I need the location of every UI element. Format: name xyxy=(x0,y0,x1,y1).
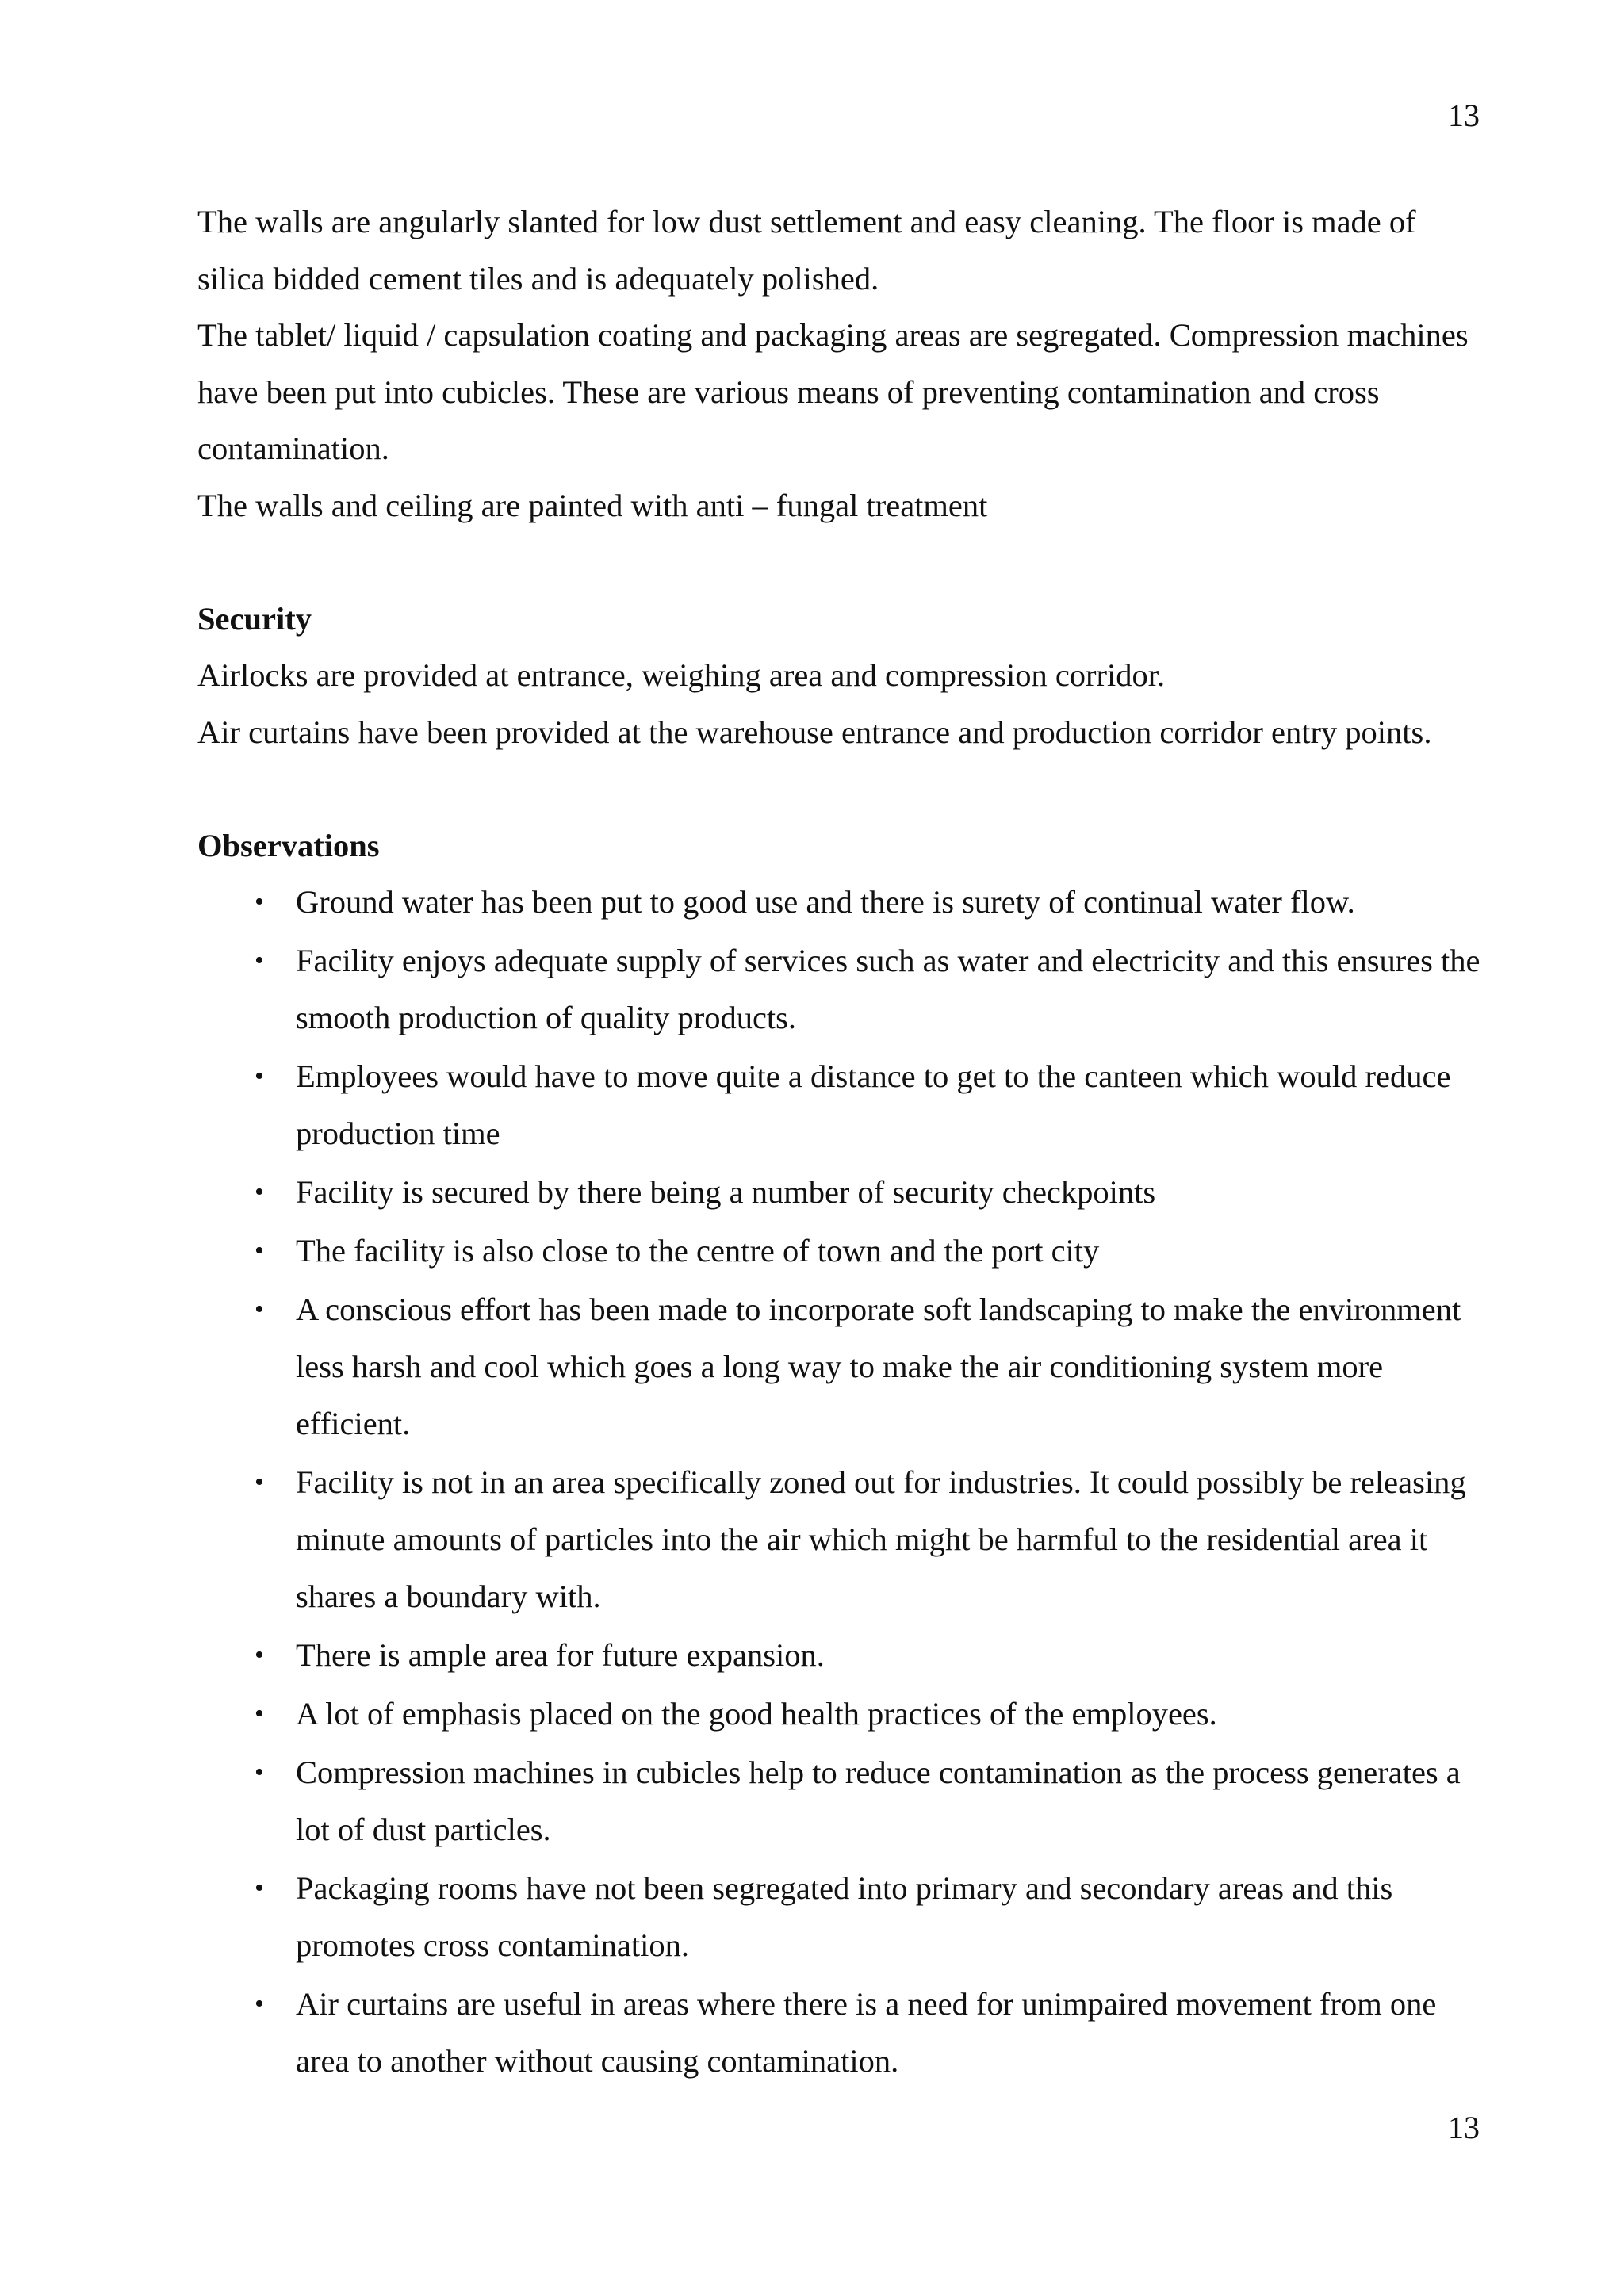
list-item xyxy=(197,1686,1482,1743)
bullet-icon: • xyxy=(255,1989,264,2019)
observations-heading: Observations xyxy=(197,827,380,863)
bullet-icon: • xyxy=(255,946,264,975)
list-item xyxy=(197,932,1482,1047)
page-number-bottom: 13 xyxy=(1448,2110,1480,2145)
observation-text: A lot of emphasis placed on the good health practices of the employees. xyxy=(296,1696,1217,1732)
bullet-icon: • xyxy=(255,1873,264,1903)
bullet-icon: • xyxy=(255,1699,264,1728)
observation-text: Air curtains are useful in areas where there is a need for unimpaired movement from one area to another without causing contamination. xyxy=(296,1986,1437,2079)
security-heading: Security xyxy=(197,600,312,637)
list-item xyxy=(197,1048,1482,1162)
list-item xyxy=(197,1281,1482,1452)
document-body xyxy=(197,193,1482,2091)
bullet-icon: • xyxy=(255,1758,264,1787)
intro-paragraph-walls: The walls are angularly slanted for low dust settlement and easy cleaning. The floor is made of silica bidded cement tiles and is adequately polished. xyxy=(197,204,1416,297)
section-spacer xyxy=(197,760,1482,817)
page-number-top: 13 xyxy=(1448,98,1480,133)
list-item xyxy=(197,874,1482,931)
security-line-air-curtains: Air curtains have been provided at the warehouse entrance and production corridor entry points. xyxy=(197,714,1432,750)
observation-text: Packaging rooms have not been segregated into primary and secondary areas and this promotes cross contamination. xyxy=(296,1870,1393,1963)
observation-text: Employees would have to move quite a distance to get to the canteen which would reduce production time xyxy=(296,1058,1451,1151)
bullet-icon: • xyxy=(255,1236,264,1265)
observation-text: There is ample area for future expansion. xyxy=(296,1637,825,1673)
list-item xyxy=(197,1860,1482,1974)
observation-text: Ground water has been put to good use and there is surety of continual water flow. xyxy=(296,884,1355,920)
bullet-icon: • xyxy=(255,1295,264,1324)
list-item xyxy=(197,1976,1482,2090)
list-item xyxy=(197,1454,1482,1625)
list-item xyxy=(197,1627,1482,1684)
security-line-airlocks: Airlocks are provided at entrance, weighing area and compression corridor. xyxy=(197,657,1166,693)
observation-text: Facility enjoys adequate supply of services such as water and electricity and this ensures the smooth production of quality products. xyxy=(296,943,1480,1035)
bullet-icon: • xyxy=(255,887,264,916)
observation-text: Compression machines in cubicles help to reduce contamination as the process generates a lot of dust particles. xyxy=(296,1755,1461,1847)
list-item xyxy=(197,1164,1482,1221)
intro-paragraph-antifungal: The walls and ceiling are painted with anti – fungal treatment xyxy=(197,487,988,523)
intro-paragraph-segregation: The tablet/ liquid / capsulation coating and packaging areas are segregated. Compression machines have been put into cubicles. These are various means of preventing contamination and cross contamination. xyxy=(197,317,1469,466)
list-item xyxy=(197,1223,1482,1280)
list-item xyxy=(197,1744,1482,1858)
bullet-icon: • xyxy=(255,1177,264,1207)
bullet-icon: • xyxy=(255,1640,264,1670)
observation-text: Facility is not in an area specifically zoned out for industries. It could possibly be releasing minute amounts of particles into the air which might be harmful to the residential area it shares a boundary with. xyxy=(296,1464,1466,1614)
observation-text: Facility is secured by there being a number of security checkpoints xyxy=(296,1174,1156,1210)
observation-text: A conscious effort has been made to incorporate soft landscaping to make the environment less harsh and cool which goes a long way to make the air conditioning system more efficient. xyxy=(296,1292,1461,1441)
observation-text: The facility is also close to the centre of town and the port city xyxy=(296,1233,1100,1269)
section-spacer xyxy=(197,534,1482,591)
bullet-icon: • xyxy=(255,1062,264,1091)
bullet-icon: • xyxy=(255,1468,264,1497)
observations-list xyxy=(197,874,1482,2090)
